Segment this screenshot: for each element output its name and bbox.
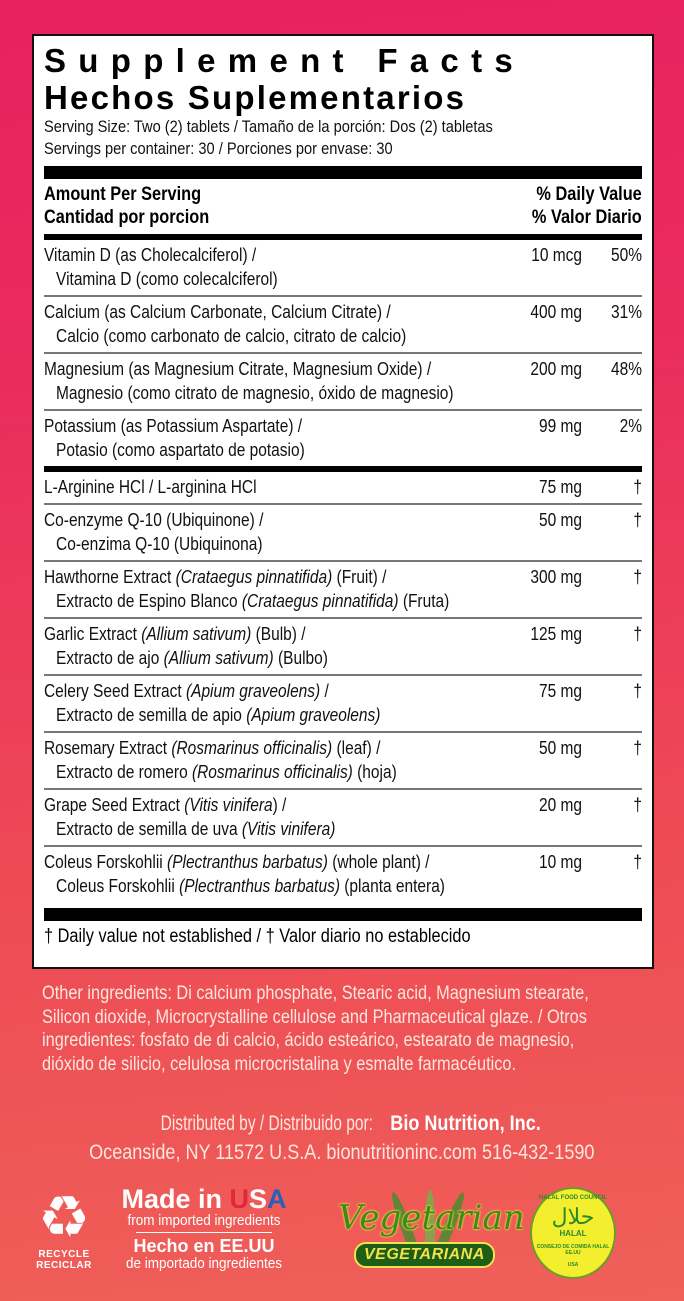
ingredient-row (44, 472, 642, 503)
ingredient-name-es: Extracto de semilla de apio (Apium graveolens) (56, 705, 381, 725)
nutrient-name-es: Potasio (como aspartato de potasio) (56, 440, 305, 460)
amount-header-es: Cantidad por porcion (44, 207, 210, 228)
nutrient-dv: 31% (611, 302, 642, 322)
ingredient-name-en: Co-enzyme Q-10 (Ubiquinone) / (44, 510, 264, 530)
ingredient-name-es: Extracto de ajo (Allium sativum) (Bulbo) (56, 648, 328, 668)
distributor-address: Oceanside, NY 11572 U.S.A. bionutritioninc.com 516-432-1590 (89, 1141, 595, 1164)
nutrient-amount: 400 mg (530, 302, 582, 322)
halal-badge: HALAL FOOD COUNCIL حلال HALAL CONSEJO DE COMIDA HALAL EE.UU USA (530, 1187, 616, 1279)
ingredient-name-en: Celery Seed Extract (Apium graveolens) / (44, 681, 329, 701)
ingredient-dv: † (633, 510, 642, 530)
nutrient-amount: 200 mg (530, 359, 582, 379)
divider-thick (44, 908, 642, 921)
badge-row (0, 1185, 684, 1285)
supplement-facts-panel (32, 34, 654, 969)
nutrient-name-es: Vitamina D (como colecalciferol) (56, 269, 278, 289)
ingredient-amount: 75 mg (538, 477, 582, 497)
vegetarian-badge: Vegetarian VEGETARIANA (330, 1190, 505, 1280)
ingredient-row (44, 503, 642, 560)
ingredient-row (44, 845, 642, 902)
nutrient-dv: 50% (611, 245, 642, 265)
other-ingredient-list (44, 472, 642, 902)
nutrient-amount: 10 mcg (531, 245, 582, 265)
ingredient-name-es: Co-enzima Q-10 (Ubiquinona) (56, 534, 263, 554)
ingredient-name-en: Hawthorne Extract (Crataegus pinnatifida) (Fruit) / (44, 567, 387, 587)
nutrient-list (44, 240, 642, 466)
ingredient-row (44, 731, 642, 788)
nutrient-amount: 99 mg (538, 416, 582, 436)
ingredient-dv: † (633, 852, 642, 872)
ingredient-amount: 50 mg (538, 510, 582, 530)
table-header (44, 179, 642, 234)
ingredient-amount: 20 mg (538, 795, 582, 815)
recycle-icon: ♻ (38, 1185, 90, 1250)
nutrient-row (44, 295, 642, 352)
nutrient-name-es: Calcio (como carbonato de calcio, citrato de calcio) (56, 326, 407, 346)
ingredient-name-en: L-Arginine HCl / L-arginina HCl (44, 477, 257, 497)
title-spanish: Hechos Suplementarios (44, 79, 467, 116)
ingredient-name-es: Coleus Forskohlii (Plectranthus barbatus) (planta entera) (56, 876, 445, 896)
nutrient-name-es: Magnesio (como citrato de magnesio, óxido de magnesio) (56, 383, 454, 403)
distributor-line (0, 1112, 684, 1136)
ingredient-amount: 50 mg (538, 738, 582, 758)
dv-header-es: % Valor Diario (532, 207, 642, 228)
ingredient-dv: † (633, 477, 642, 497)
amount-header-en: Amount Per Serving (44, 184, 202, 205)
dv-header-en: % Daily Value (536, 184, 642, 205)
ingredient-row (44, 674, 642, 731)
ingredient-amount: 10 mg (538, 852, 582, 872)
nutrient-name-en: Potassium (as Potassium Aspartate) / (44, 416, 303, 436)
nutrient-name-en: Calcium (as Calcium Carbonate, Calcium Citrate) / (44, 302, 391, 322)
recycle-badge: ♻ RECYCLE RECICLAR (32, 1187, 96, 1271)
ingredient-dv: † (633, 795, 642, 815)
nutrient-name-en: Vitamin D (as Cholecalciferol) / (44, 245, 257, 265)
ingredient-name-es: Extracto de romero (Rosmarinus officinalis) (hoja) (56, 762, 397, 782)
title-english: Supplement Facts (44, 42, 526, 79)
nutrient-row (44, 352, 642, 409)
distributor-company: Bio Nutrition, Inc. (390, 1112, 541, 1135)
ingredient-amount: 300 mg (530, 567, 582, 587)
ingredient-name-en: Rosemary Extract (Rosmarinus officinalis) (leaf) / (44, 738, 381, 758)
ingredient-dv: † (633, 567, 642, 587)
ingredient-name-en: Grape Seed Extract (Vitis vinifera) / (44, 795, 287, 815)
nutrient-row (44, 240, 642, 295)
ingredient-dv: † (633, 681, 642, 701)
distributor-prefix: Distributed by / Distribuido por: (160, 1112, 373, 1135)
other-ingredients: Other ingredients: Di calcium phosphate, Stearic acid, Magnesium stearate, Silicon dioxide, Microcrystalline cellulose and Pharmaceutical glaze. / Otros ingredientes: fosfato de di calcio, ácido esteárico, estearato de magnesio, dióxido de silicio, celulosa microcristalina y esmalte farmacéutico. (42, 983, 589, 1075)
nutrient-name-en: Magnesium (as Magnesium Citrate, Magnesium Oxide) / (44, 359, 432, 379)
made-in-usa-badge: Made in USA from imported ingredients Hecho en EE.UU de importado ingredientes (121, 1184, 287, 1272)
ingredient-amount: 125 mg (530, 624, 582, 644)
ingredient-name-es: Extracto de Espino Blanco (Crataegus pinnatifida) (Fruta) (56, 591, 450, 611)
ingredient-name-es: Extracto de semilla de uva (Vitis vinifera) (56, 819, 336, 839)
ingredient-dv: † (633, 738, 642, 758)
ingredient-name-en: Garlic Extract (Allium sativum) (Bulb) / (44, 624, 306, 644)
ingredient-row (44, 560, 642, 617)
servings-per-container: Servings per container: 30 / Porciones por envase: 30 (44, 139, 393, 158)
ingredient-row (44, 788, 642, 845)
serving-size: Serving Size: Two (2) tablets / Tamaño de la porción: Dos (2) tabletas (44, 117, 493, 136)
divider-thick (44, 166, 642, 179)
nutrient-dv: 2% (619, 416, 642, 436)
ingredient-dv: † (633, 624, 642, 644)
ingredient-amount: 75 mg (538, 681, 582, 701)
nutrient-dv: 48% (611, 359, 642, 379)
nutrient-row (44, 409, 642, 466)
ingredient-name-en: Coleus Forskohlii (Plectranthus barbatus) (whole plant) / (44, 852, 430, 872)
ingredient-row (44, 617, 642, 674)
footnote: † Daily value not established / † Valor diario no establecido (44, 926, 471, 947)
